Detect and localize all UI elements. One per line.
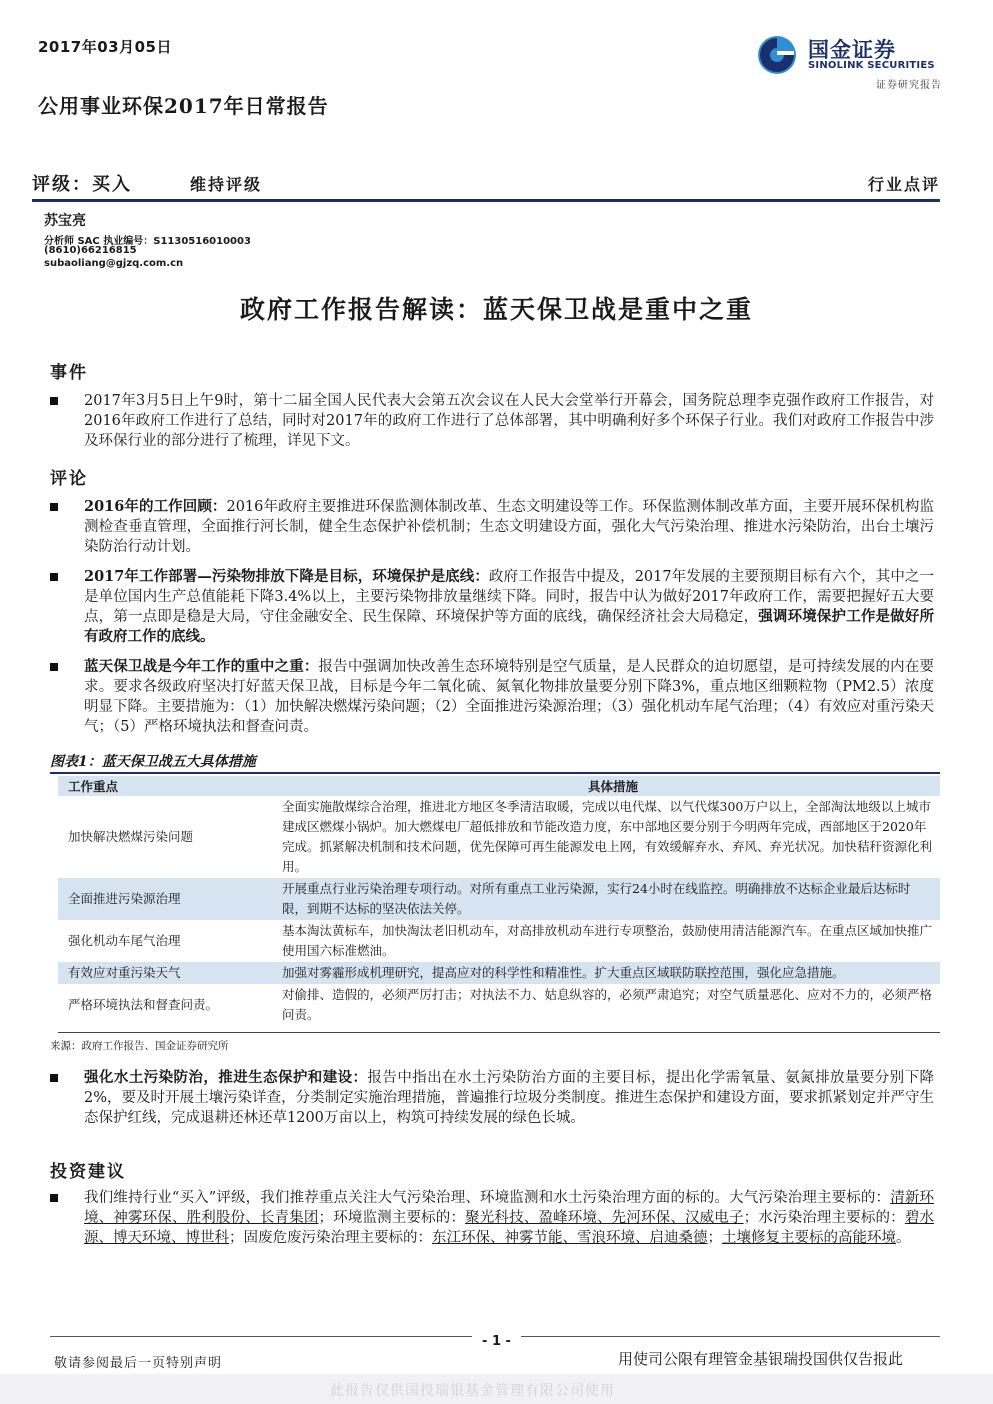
invest-waste-targets: 东江环保、神雾节能、雪浪环境、启迪桑德 bbox=[432, 1230, 708, 1246]
section-heading-invest: 投资建议 bbox=[50, 1162, 126, 1182]
invest-monitor-targets: 聚光科技、盈峰环境、先河环保、汉威电子 bbox=[465, 1210, 744, 1226]
comment-paragraph-3 bbox=[48, 657, 934, 737]
watermark-text: 此报告仅供国投瑞银基金管理有限公司使用 bbox=[330, 1383, 615, 1399]
logo-en-text: SINOLINK SECURITIES bbox=[808, 60, 935, 71]
logo-cn-text: 国金证券 bbox=[808, 38, 896, 62]
table-cell-measure: 加强对雾霾形成机理研究，提高应对的科学性和精准性。扩大重点区域联防联控范围，强化应急措施。 bbox=[276, 962, 940, 984]
header-divider bbox=[32, 199, 940, 202]
footer-disclaimer-note: 敬请参阅最后一页特别声明 bbox=[54, 1356, 223, 1371]
analyst-phone: (8610)66216815 bbox=[44, 245, 137, 256]
comment-2-text: 政府工作报告中提及，2017年发展的主要预期目标有六个，其中之一是单位国内生产总值能耗下降3.4%以上，主要污染物排放量继续下降。同时，报告中认为做好2017年政府工作，需要把握好五大要点，第一点即是稳是大局，守住金融安全、民生保障、环境保护等方面的底线，确保经济社会大局稳定， bbox=[84, 569, 935, 625]
table-header-focus: 工作重点 bbox=[58, 776, 276, 796]
invest-text-2: ；环境监测主要标的： bbox=[318, 1210, 466, 1226]
bullet-square-icon bbox=[50, 1074, 58, 1082]
invest-water-targets: 碧水源、博天环境、博世科 bbox=[84, 1210, 935, 1246]
comment-2-tail: 强调环境保护工作是做好所有政府工作的底线。 bbox=[84, 608, 935, 645]
page-number bbox=[0, 1334, 993, 1349]
table-row bbox=[58, 920, 940, 962]
invest-soil-targets: 土壤修复主要标的高能环境 bbox=[722, 1230, 896, 1246]
bullet-square-icon bbox=[50, 573, 58, 581]
comment-paragraph-2 bbox=[48, 567, 934, 647]
analyst-sac: 分析师 SAC 执业编号：S1130516010003 bbox=[44, 236, 251, 247]
figure-title: 图表1：蓝天保卫战五大具体措施 bbox=[50, 754, 256, 770]
table-cell-focus: 有效应对重污染天气 bbox=[58, 962, 276, 984]
event-text: 2017年3月5日上午9时，第十二届全国人民代表大会第五次会议在人民大会堂举行开幕会，国务院总理李克强作政府工作报告，对2016年政府工作进行了总结，同时对2017年的政府工作进行了总体部署，其中明确利好多个环保子行业。我们对政府工作报告中涉及环保行业的部分进行了梳理，详见下文。 bbox=[84, 393, 934, 449]
comment-2-lead: 2017年工作部署—污染物排放下降是目标，环境保护是底线： bbox=[84, 568, 489, 585]
report-title: 政府工作报告解读：蓝天保卫战是重中之重 bbox=[239, 295, 753, 324]
invest-text-3: ；水污染治理主要标的： bbox=[743, 1210, 905, 1226]
logo-sub-text: 证券研究报告 bbox=[876, 80, 942, 91]
figure-bottom-rule bbox=[58, 1032, 940, 1033]
rating-keep: 维持评级 bbox=[190, 175, 263, 194]
figure-source: 来源：政府工作报告、国金证券研究所 bbox=[50, 1040, 229, 1052]
comment-3-text: 报告中强调加快改善生态环境特别是空气质量，是人民群众的迫切愿望，是可持续发展的内在要求。要求各级政府坚决打好蓝天保卫战，目标是今年二氧化硫、氮氧化物排放量要分别下降3%，重点地区细颗粒物（PM2.5）浓度明显下降。主要措施为：（1）加快解决燃煤污染问题；（2）全面推进污染源治理；（3）强化机动车尾气治理；（4）有效应对重污染天气；（5）严格环境执法和督查问责。 bbox=[84, 659, 935, 735]
invest-paragraph bbox=[48, 1188, 934, 1248]
table-row bbox=[58, 878, 940, 920]
page-number-text: - 1 - bbox=[472, 1334, 521, 1349]
invest-text-5: ； bbox=[707, 1230, 722, 1246]
sinolink-logo-icon bbox=[756, 34, 798, 76]
bullet-square-icon bbox=[50, 663, 58, 671]
bullet-square-icon bbox=[50, 1194, 58, 1202]
table-cell-focus: 严格环境执法和督查问责。 bbox=[68, 997, 219, 1012]
analyst-name: 苏宝亮 bbox=[44, 213, 86, 229]
bullet-square-icon bbox=[50, 503, 58, 511]
table-cell-measure: 全面实施散煤综合治理，推进北方地区冬季清洁取暖，完成以电代煤、以气代煤300万户以上，全部淘汰地级以上城市建成区燃煤小锅炉。加大燃煤电厂超低排放和节能改造力度，东中部地区要分别于今明两年完成，西部地区于2020年完成。抓紧解决机制和技术问题，优先保障可再生能源发电上网，有效缓解弃水、弃风、弃光状况。加快秸秆资源化利用。 bbox=[282, 799, 933, 874]
invest-text-1: 我们维持行业“买入”评级，我们推荐重点关注大气污染治理、环境监测和水土污染治理方面的标的。大气污染治理主要标的： bbox=[84, 1190, 891, 1206]
comment-1-text: 2016年政府主要推进环保监测体制改革、生态文明建设等工作。环保监测体制改革方面，主要开展环保机构监测检查垂直管理，全面推行河长制，健全生态保护补偿机制；生态文明建设方面，强化大气污染治理、推进水污染防治，出台土壤污染防治行动计划。 bbox=[84, 499, 934, 555]
section-heading-event: 事件 bbox=[50, 363, 88, 383]
comment-paragraph-1 bbox=[48, 497, 934, 557]
bullet-square-icon bbox=[50, 397, 58, 405]
comment-paragraph-4 bbox=[48, 1068, 934, 1128]
table-row bbox=[58, 962, 940, 984]
comment-3-lead: 蓝天保卫战是今年工作的重中之重： bbox=[84, 658, 319, 675]
table-cell-focus: 强化机动车尾气治理 bbox=[68, 933, 181, 948]
measures-table bbox=[58, 776, 940, 1026]
invest-text-4: ；固废危废污染治理主要标的： bbox=[229, 1230, 432, 1246]
comment-4-text: 报告中指出在水土污染防治方面的主要目标，提出化学需氧量、氨氮排放量要分别下降2%，要及时开展土壤污染详查，分类制定实施治理措施，普遍推行垃圾分类制度。推进生态保护和建设方面，要求抓紧划定并严守生态保护红线，完成退耕还林还草1200万亩以上，构筑可持续发展的绿色长城。 bbox=[84, 1070, 935, 1126]
invest-text-end: 。 bbox=[896, 1230, 911, 1246]
comment-1-lead: 2016年的工作回顾： bbox=[84, 498, 227, 515]
table-cell-focus: 加快解决燃煤污染问题 bbox=[68, 829, 194, 844]
footer-usage-note: 用使司公限有理管金基银瑞投国供仅告报此 bbox=[618, 1350, 904, 1368]
event-paragraph bbox=[48, 391, 934, 451]
report-series-name: 公用事业环保2017年日常报告 bbox=[38, 94, 329, 118]
table-cell-measure: 基本淘汰黄标车，加快淘汰老旧机动车，对高排放机动车进行专项整治，鼓励使用清洁能源汽车。在重点区域加快推广使用国六标准燃油。 bbox=[282, 923, 933, 958]
table-header-row bbox=[58, 776, 940, 796]
table-row bbox=[58, 984, 940, 1026]
rating-bar bbox=[32, 170, 940, 200]
report-type: 行业点评 bbox=[867, 175, 940, 194]
table-cell-measure: 对偷排、造假的，必须严厉打击；对执法不力、姑息纵容的，必须严肃追究；对空气质量恶化、应对不力的，必须严格问责。 bbox=[282, 987, 933, 1022]
invest-air-targets: 清新环境、神雾环保、胜利股份、长青集团 bbox=[84, 1190, 935, 1226]
table-header-measure: 具体措施 bbox=[276, 776, 940, 796]
table-row bbox=[58, 796, 940, 878]
rating-label: 评级：买入 bbox=[32, 174, 132, 195]
comment-4-lead: 强化水土污染防治，推进生态保护和建设： bbox=[84, 1069, 368, 1086]
analyst-email: subaoliang@gjzq.com.cn bbox=[44, 258, 184, 269]
figure-top-rule bbox=[50, 772, 940, 774]
table-cell-focus: 全面推进污染源治理 bbox=[58, 878, 276, 920]
table-cell-measure: 开展重点行业污染治理专项行动。对所有重点工业污染源，实行24小时在线监控。明确排放不达标企业最后达标时限，到期不达标的坚决依法关停。 bbox=[276, 878, 940, 920]
company-logo bbox=[756, 32, 944, 90]
report-date: 2017年03月05日 bbox=[38, 38, 172, 56]
section-heading-comment: 评论 bbox=[50, 469, 88, 489]
